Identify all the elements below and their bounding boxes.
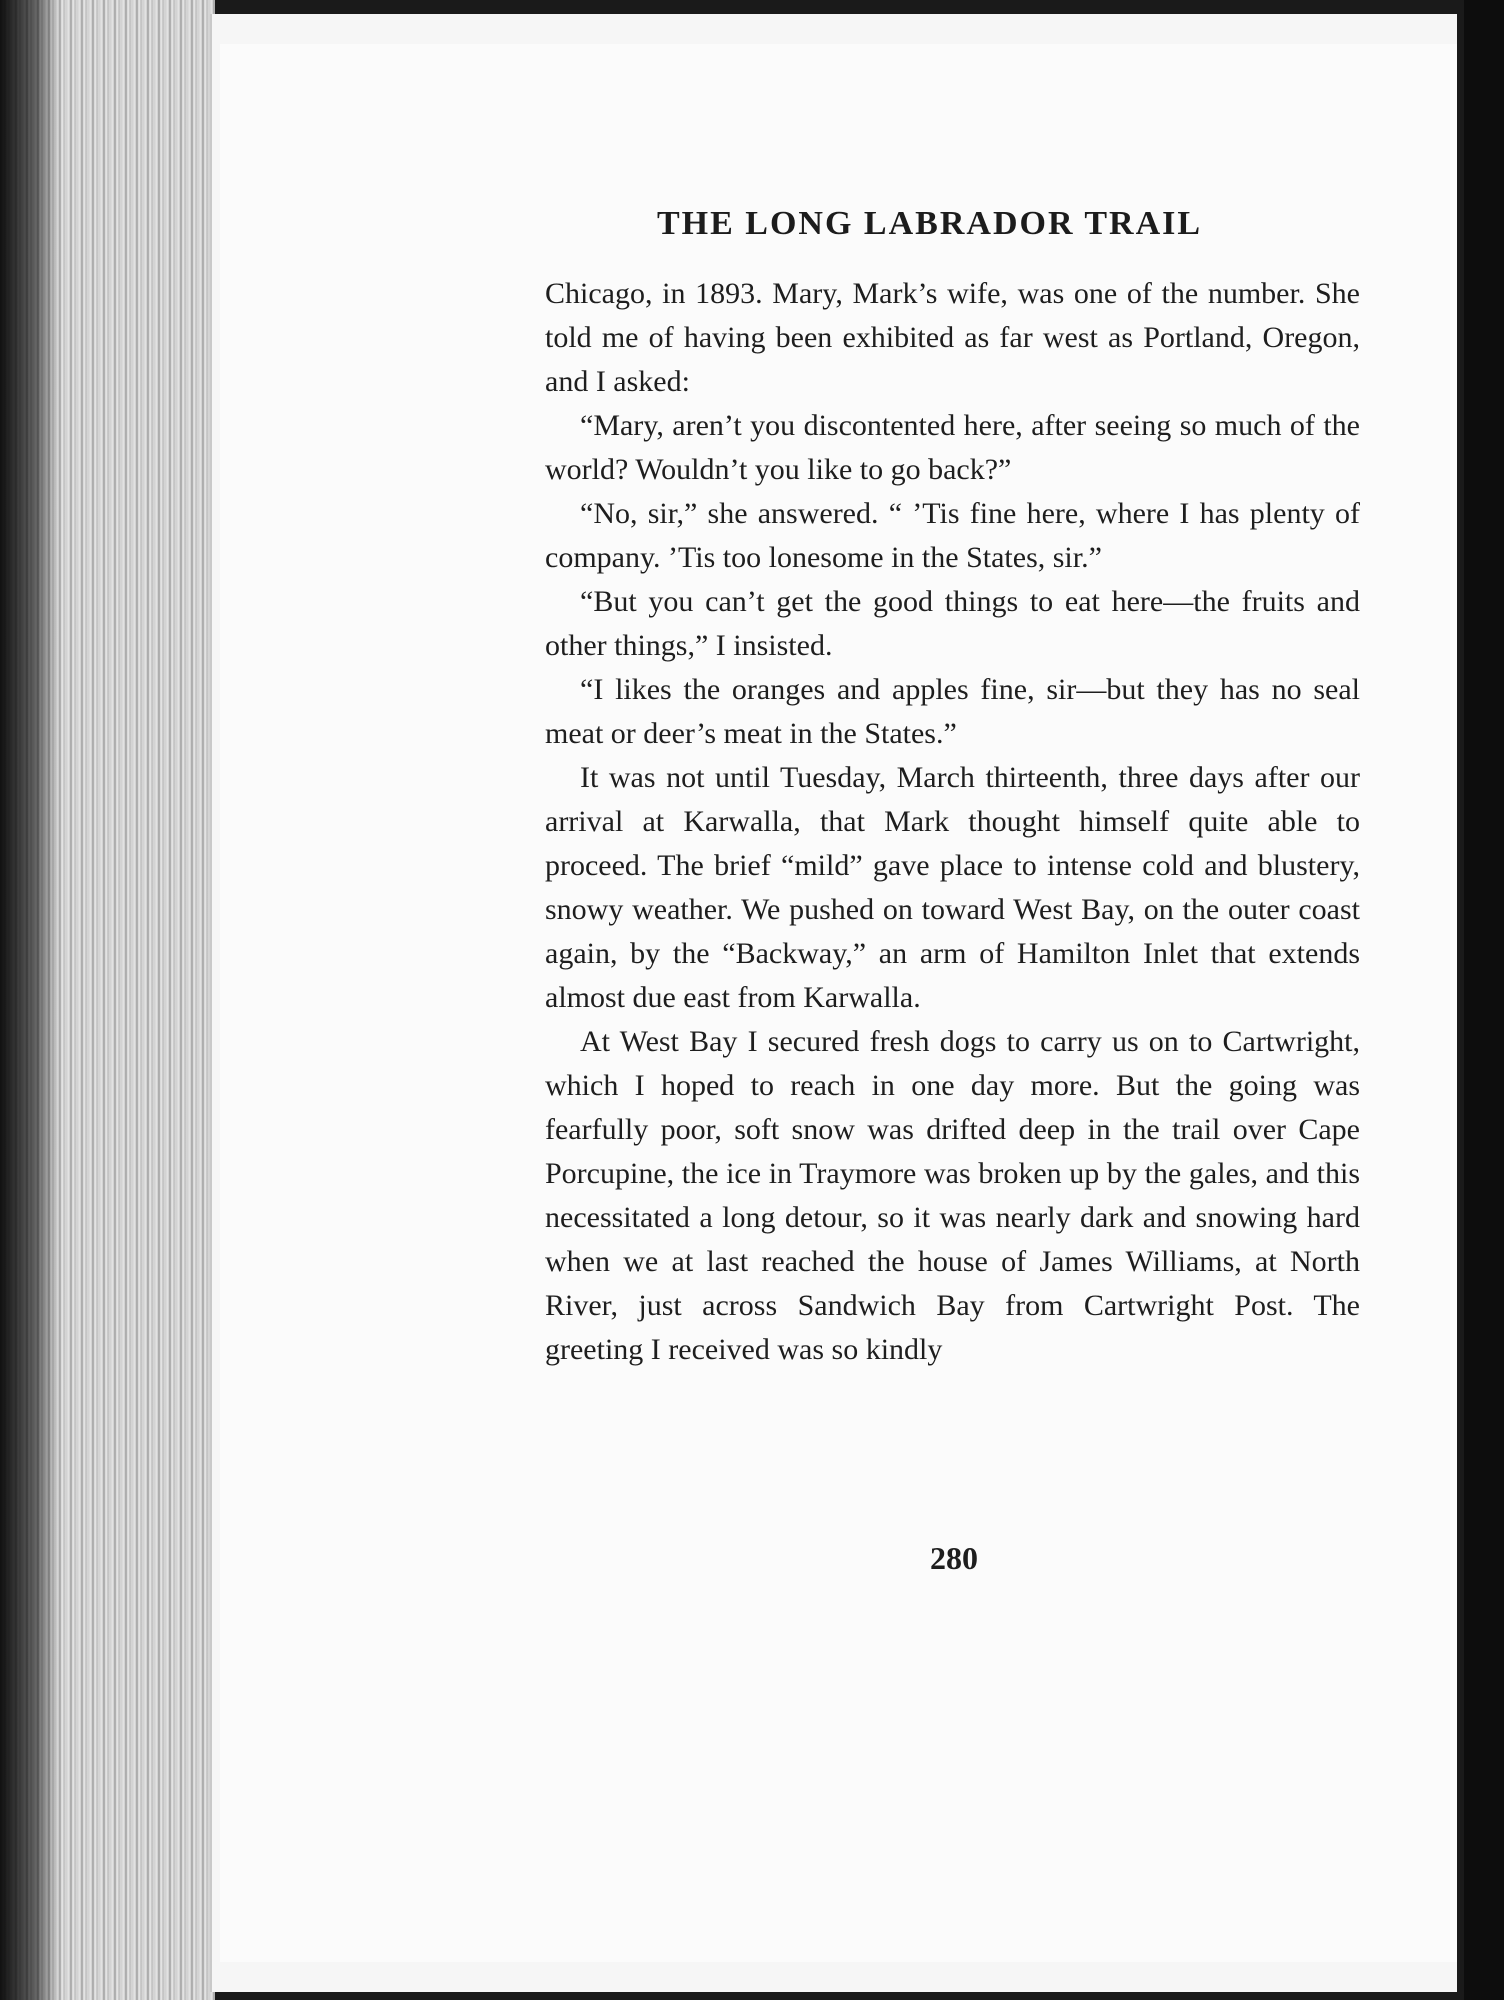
paragraph: “Mary, aren’t you discontented here, after seeing so much of the world? Wouldn’t you like to go back?”: [545, 409, 1360, 486]
paragraph: At West Bay I secured fresh dogs to carry us on to Cartwright, which I hoped to reach in one day more. But the going was fearfully poor, soft snow was drifted deep in the trail over Cape Porcupine, the ice in Traymore was broken up by the gales, and this necessitated a long detour, so it was nearly dark and snowing hard when we at last reached the house of James Williams, at North River, just across Sandwich Bay from Cartwright Post. The greeting I received was so kindly: [545, 1025, 1360, 1366]
background-right: [1464, 0, 1504, 2000]
running-head: THE LONG LABRADOR TRAIL: [657, 205, 1203, 242]
paragraph: “I likes the oranges and apples fine, sir—but they has no seal meat or deer’s meat in the States.”: [545, 673, 1360, 750]
paragraph: It was not until Tuesday, March thirteenth, three days after our arrival at Karwalla, that Mark thought himself quite able to proceed. The brief “mild” gave place to intense cold and blustery, snowy weather. We pushed on toward West Bay, on the outer coast again, by the “Backway,” an arm of Hamilton Inlet that extends almost due east from Karwalla.: [545, 761, 1360, 1014]
paragraph: Chicago, in 1893. Mary, Mark’s wife, was one of the number. She told me of having been exhibited as far west as Portland, Oregon, and I asked:: [545, 277, 1360, 398]
book-page-edges: [0, 0, 215, 2000]
body-text: [545, 272, 1360, 1372]
paragraph: “No, sir,” she answered. “ ’Tis fine here, where I has plenty of company. ’Tis too lonesome in the States, sir.”: [545, 497, 1360, 574]
paragraph: “But you can’t get the good things to eat here—the fruits and other things,” I insisted.: [545, 585, 1360, 662]
page-number: 280: [930, 1540, 978, 1576]
